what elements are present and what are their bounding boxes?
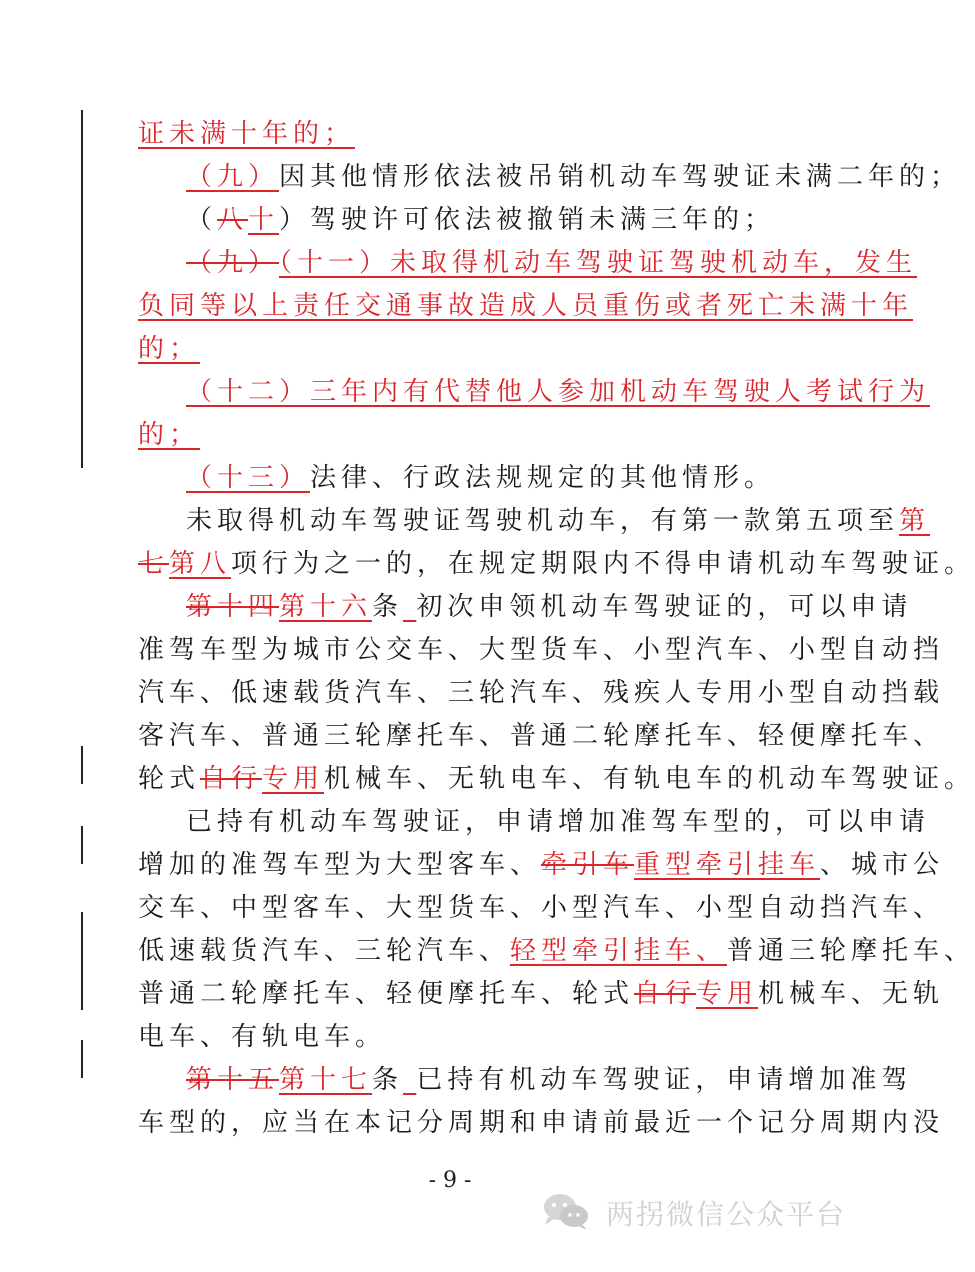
body-text: 增加的准驾车型为大型客车、 <box>138 850 542 880</box>
inserted-text <box>403 1065 416 1095</box>
text-line <box>138 758 975 800</box>
change-bar <box>81 746 83 784</box>
inserted-text: 的； <box>138 420 201 450</box>
text-line <box>138 414 200 456</box>
inserted-text: （九） <box>186 162 280 192</box>
inserted-text: 专用 <box>696 979 759 1009</box>
body-text: 已持有机动车驾驶证，申请增加准驾 <box>416 1065 913 1095</box>
text-line <box>186 242 917 284</box>
inserted-text: 十 <box>248 205 280 235</box>
body-text: 法律、行政法规规定的其他情形。 <box>310 463 776 493</box>
deleted-text: 自行 <box>200 764 263 794</box>
deleted-text: 第十五 <box>186 1065 280 1095</box>
body-text: 项行为之一的，在规定期限内不得申请机动车驾驶证。 <box>231 549 975 579</box>
text-line <box>186 586 912 628</box>
text-line <box>186 1059 912 1101</box>
body-text: 条 <box>372 1065 404 1095</box>
inserted-text: （十二）三年内有代替他人参加机动车驾驶人考试行为 <box>186 377 931 407</box>
body-text: 汽车、低速载货汽车、三轮汽车、残疾人专用小型自动挡载 <box>138 678 945 708</box>
body-text: 普通三轮摩托车、 <box>727 936 975 966</box>
body-text: 客汽车、普通三轮摩托车、普通二轮摩托车、轻便摩托车、 <box>138 721 945 751</box>
inserted-text: （十三） <box>186 463 311 493</box>
inserted-text: 第十七 <box>279 1065 373 1095</box>
inserted-text <box>403 592 416 622</box>
text-line <box>138 113 355 155</box>
inserted-text: （十一）未取得机动车驾驶证驾驶机动车，发生 <box>279 248 918 278</box>
body-text: 低速载货汽车、三轮汽车、 <box>138 936 511 966</box>
text-line <box>138 1102 944 1144</box>
body-text: 未取得机动车驾驶证驾驶机动车，有第一款第五项至 <box>186 506 900 536</box>
change-bar <box>81 110 83 468</box>
change-bar <box>81 912 83 1010</box>
inserted-text: 轻型牵引挂车、 <box>510 936 728 966</box>
inserted-text: 第 <box>899 506 931 536</box>
change-bar <box>81 1040 83 1078</box>
deleted-text: 七 <box>138 549 170 579</box>
inserted-text: 证未满十年的； <box>138 119 356 149</box>
body-text: 轮式 <box>138 764 201 794</box>
body-text: 交车、中型客车、大型货车、小型汽车、小型自动挡汽车、 <box>138 893 945 923</box>
text-line <box>138 844 944 886</box>
change-bar <box>81 826 83 864</box>
page-number: - 9 - <box>428 1168 472 1193</box>
text-line <box>186 199 775 241</box>
watermark <box>540 1188 880 1238</box>
deleted-text: 八 <box>217 205 249 235</box>
text-line <box>138 1016 386 1058</box>
body-text: 机械车、无轨 <box>758 979 945 1009</box>
inserted-text: 第十六 <box>279 592 373 622</box>
text-line <box>186 500 930 542</box>
text-line <box>138 887 944 929</box>
body-text: 电车、有轨电车。 <box>138 1022 387 1052</box>
body-text: 、城市公 <box>820 850 945 880</box>
inserted-text: 第八 <box>169 549 232 579</box>
text-line <box>138 672 944 714</box>
body-text: ）驾驶许可依法被撤销未满三年的； <box>279 205 776 235</box>
body-text: 准驾车型为城市公交车、大型货车、小型汽车、小型自动挡 <box>138 635 945 665</box>
body-text: 条 <box>372 592 404 622</box>
watermark-text: 两拐微信公众平台 <box>606 1198 847 1231</box>
text-line <box>138 328 200 370</box>
inserted-text: 负同等以上责任交通事故造成人员重伤或者死亡未满十年 <box>138 291 914 321</box>
inserted-text: 重型牵引挂车 <box>634 850 821 880</box>
body-text: （ <box>186 205 218 235</box>
text-line <box>138 285 913 327</box>
body-text: 普通二轮摩托车、轻便摩托车、轮式 <box>138 979 635 1009</box>
body-text: 机械车、无轨电车、有轨电车的机动车驾驶证。 <box>324 764 975 794</box>
deleted-text: 第十四 <box>186 592 280 622</box>
text-line <box>138 930 975 972</box>
deleted-text: （九） <box>186 248 280 278</box>
text-line <box>186 371 930 413</box>
text-line <box>138 715 944 757</box>
inserted-text: 专用 <box>262 764 325 794</box>
body-text: 因其他情形依法被吊销机动车驾驶证未满二年的； <box>279 162 962 192</box>
text-line <box>138 543 975 585</box>
inserted-text: 的； <box>138 334 201 364</box>
deleted-text: 牵引车 <box>541 850 635 880</box>
text-line <box>186 457 775 499</box>
deleted-text: 自行 <box>634 979 697 1009</box>
text-line <box>138 629 944 671</box>
wechat-icon <box>540 1189 592 1237</box>
text-line <box>186 801 930 843</box>
body-text: 初次申领机动车驾驶证的，可以申请 <box>416 592 913 622</box>
body-text: 已持有机动车驾驶证，申请增加准驾车型的，可以申请 <box>186 807 931 837</box>
body-text: 车型的，应当在本记分周期和申请前最近一个记分周期内没 <box>138 1108 945 1138</box>
text-line <box>138 973 944 1015</box>
text-line <box>186 156 961 198</box>
